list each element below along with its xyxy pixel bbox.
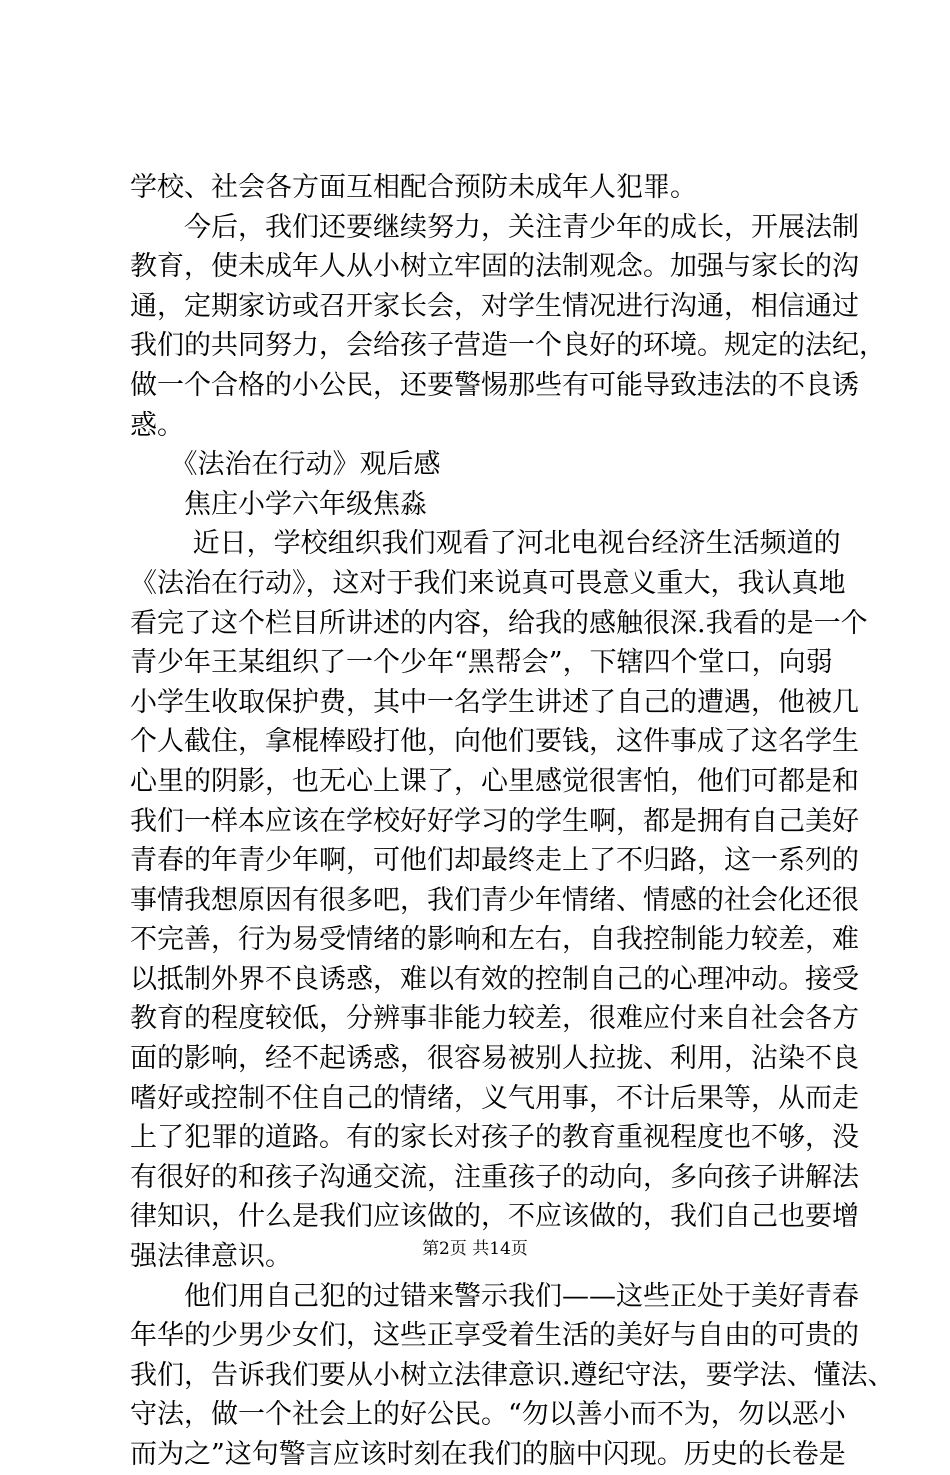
section-title: 《法治在行动》观后感 xyxy=(130,449,441,481)
text-line: 他们用自己犯的过错来警示我们——这些正处于美好青春 xyxy=(130,1280,859,1312)
text-line: 面的影响，经不起诱惑，很容易被别人拉拢、利用，沾染不良 xyxy=(130,1043,859,1075)
text-line: 小学生收取保护费，其中一名学生讲述了自己的遭遇，他被几 xyxy=(130,686,859,718)
text-line: 《法治在行动》，这对于我们来说真可畏意义重大，我认真地 xyxy=(130,567,846,599)
text-line: 个人截住，拿棍棒殴打他，向他们要钱，这件事成了这名学生 xyxy=(130,726,859,758)
text-line: 今后，我们还要继续努力，关注青少年的成长，开展法制 xyxy=(130,211,859,243)
text-line: 心里的阴影，也无心上课了，心里感觉很害怕，他们可都是和 xyxy=(130,765,859,797)
text-line: 事情我想原因有很多吧，我们青少年情绪、情感的社会化还很 xyxy=(130,884,859,916)
text-line: 通，定期家访或召开家长会，对学生情况进行沟通，相信通过 xyxy=(130,290,859,322)
text-line: 看完了这个栏目所讲述的内容，给我的感触很深.我看的是一个 xyxy=(130,607,868,639)
text-line: 我们一样本应该在学校好好学习的学生啊，都是拥有自己美好 xyxy=(130,805,859,837)
text-line: 教育，使未成年人从小树立牢固的法制观念。加强与家长的沟 xyxy=(130,251,859,283)
text-line: 以抵制外界不良诱惑，难以有效的控制自己的心理冲动。接受 xyxy=(130,963,859,995)
page-footer xyxy=(0,1239,950,1259)
text-line: 强法律意识。 xyxy=(130,1241,292,1273)
text-line: 年华的少男少女们，这些正享受着生活的美好与自由的可贵的 xyxy=(130,1320,859,1352)
text-line: 有很好的和孩子沟通交流，注重孩子的动向，多向孩子讲解法 xyxy=(130,1161,859,1193)
text-line: 嗜好或控制不住自己的情绪，义气用事，不计后果等，从而走 xyxy=(130,1082,859,1114)
text-line: 守法，做一个社会上的好公民。“勿以善小而不为，勿以恶小 xyxy=(130,1399,846,1431)
author-line: 焦庄小学六年级焦淼 xyxy=(130,488,427,520)
text-line: 惑。 xyxy=(130,409,184,441)
document-body xyxy=(130,168,895,1475)
text-line: 青春的年青少年啊，可他们却最终走上了不归路，这一系列的 xyxy=(130,845,859,877)
text-line: 而为之”这句警言应该时刻在我们的脑中闪现。历史的长卷是 xyxy=(130,1439,846,1470)
text-line: 我们，告诉我们要从小树立法律意识.遵纪守法，要学法、懂法、 xyxy=(130,1359,895,1391)
text-line: 近日，学校组织我们观看了河北电视台经济生活频道的 xyxy=(130,528,841,560)
text-line: 教育的程度较低，分辨事非能力较差，很难应付来自社会各方 xyxy=(130,1003,859,1035)
text-line: 律知识，什么是我们应该做的，不应该做的，我们自己也要增 xyxy=(130,1201,859,1233)
text-line: 青少年王某组织了一个少年“黑帮会”，下辖四个堂口，向弱 xyxy=(130,647,833,679)
text-line: 上了犯罪的道路。有的家长对孩子的教育重视程度也不够，没 xyxy=(130,1122,859,1154)
text-line: 做一个合格的小公民，还要警惕那些有可能导致违法的不良诱 xyxy=(130,369,859,401)
page-number-label: 第2页 共14页 xyxy=(422,1239,528,1259)
text-line: 不完善，行为易受情绪的影响和左右，自我控制能力较差，难 xyxy=(130,924,859,956)
text-line: 我们的共同努力，会给孩子营造一个良好的环境。规定的法纪， xyxy=(130,330,886,362)
text-line: 学校、社会各方面互相配合预防未成年人犯罪。 xyxy=(130,172,697,203)
